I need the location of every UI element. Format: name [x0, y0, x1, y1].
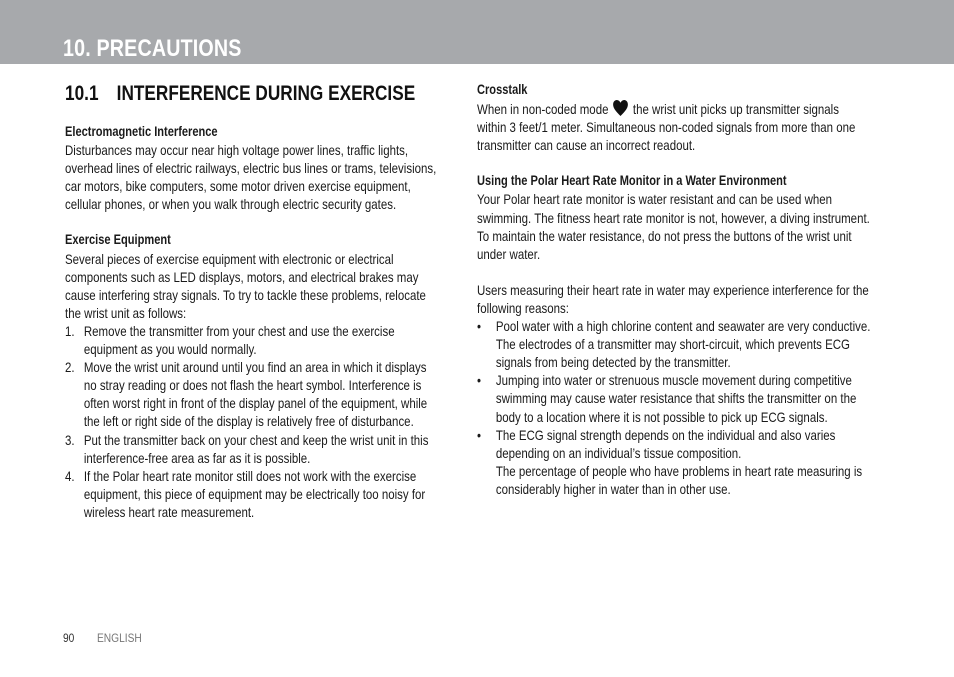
step-number: 2.: [65, 359, 75, 376]
bullet: •: [477, 426, 482, 443]
left-column: [65, 123, 442, 521]
reason-text: Jumping into water or strenuous muscle movement during competitive swimming may cause water resistance that shifts the transmitter on the body to a location where it is not possible to pick up ECG signals.: [495, 372, 857, 425]
exercise-equipment-heading: Exercise Equipment: [65, 232, 171, 248]
bullet: •: [477, 372, 482, 389]
reason-text: The ECG signal strength depends on the individual and also varies depending on an individual’s tissue composition.: [495, 426, 836, 461]
step-number: 4.: [65, 467, 75, 484]
relocation-steps: [65, 322, 442, 521]
section-title-text: INTERFERENCE DURING EXERCISE: [116, 82, 416, 105]
section-number: 10.1: [65, 82, 99, 105]
heart-icon: [612, 99, 628, 117]
right-column: [477, 81, 871, 498]
step-text: Put the transmitter back on your chest and keep the wrist unit in this interference-free area as far as it is possible.: [83, 431, 429, 466]
reason-text: Pool water with a high chlorine content and seawater are very conductive. The electrodes of a transmitter may short-circuit, which prevents ECG signals from being detected by the transmitter.: [495, 318, 871, 371]
electromagnetic-heading: Electromagnetic Interference: [65, 124, 218, 139]
step-item: [65, 322, 442, 358]
step-number: 1.: [65, 322, 75, 339]
reason-item: [477, 317, 871, 371]
water-environment-heading: Using the Polar Heart Rate Monitor in a Water Environment: [477, 173, 787, 189]
electromagnetic-text: Disturbances may occur near high voltage power lines, traffic lights, overhead lines of electric railways, electric bus lines or trams, televisions, car motors, bike computers, some motor driven exercise equipment, cellular phones, or when you walk through electric security gates.: [65, 142, 437, 213]
step-text: If the Polar heart rate monitor still does not work with the exercise equipment, this piece of equipment may be electrically too noisy for wireless heart rate measurement.: [83, 467, 426, 520]
bullet: •: [477, 318, 482, 335]
step-number: 3.: [65, 431, 75, 448]
reason-item: [477, 371, 871, 425]
interference-reasons: [477, 317, 871, 498]
step-item: [65, 431, 442, 467]
step-item: [65, 467, 442, 521]
crosstalk-text-before: When in non-coded mode: [477, 101, 609, 118]
exercise-equipment-text: Several pieces of exercise equipment with electronic or electrical components such as LED displays, motors, and electrical brakes may cause interfering stray signals. To try to tackle these problems, relocate the wrist unit as follows:: [65, 250, 426, 321]
footer-language: ENGLISH: [97, 631, 142, 645]
step-item: [65, 358, 442, 430]
crosstalk-text-after: the wrist unit picks up transmitter signals within 3 feet/1 meter. Simultaneous non-coded signals from more than one transmitter can cause an incorrect readout.: [477, 101, 856, 154]
water-environment-text: Your Polar heart rate monitor is water resistant and can be used when swimming. The fitness heart rate monitor is not, however, a diving instrument. To maintain the water resistance, do not press the buttons of the wrist unit under water.: [477, 191, 870, 262]
crosstalk-heading: Crosstalk: [477, 82, 528, 97]
page-number: 90: [63, 631, 75, 645]
reason-item: [477, 426, 871, 498]
reason-extra-text: The percentage of people who have problems in heart rate measuring is considerably higher in water than in other use.: [495, 462, 863, 497]
section-title: [65, 81, 415, 107]
step-text: Move the wrist unit around until you find an area in which it displays no stray reading or does not flash the heart symbol. Interference is often worst right in front of the display panel of the equipment, while the left or right side of the display is relatively free of disturbance.: [83, 359, 428, 430]
users-interference-text: Users measuring their heart rate in water may experience interference for the following reasons:: [477, 281, 869, 316]
chapter-title: 10. PRECAUTIONS: [63, 35, 242, 62]
crosstalk-text: [477, 99, 871, 154]
step-text: Remove the transmitter from your chest and use the exercise equipment as you would normally.: [83, 322, 395, 358]
